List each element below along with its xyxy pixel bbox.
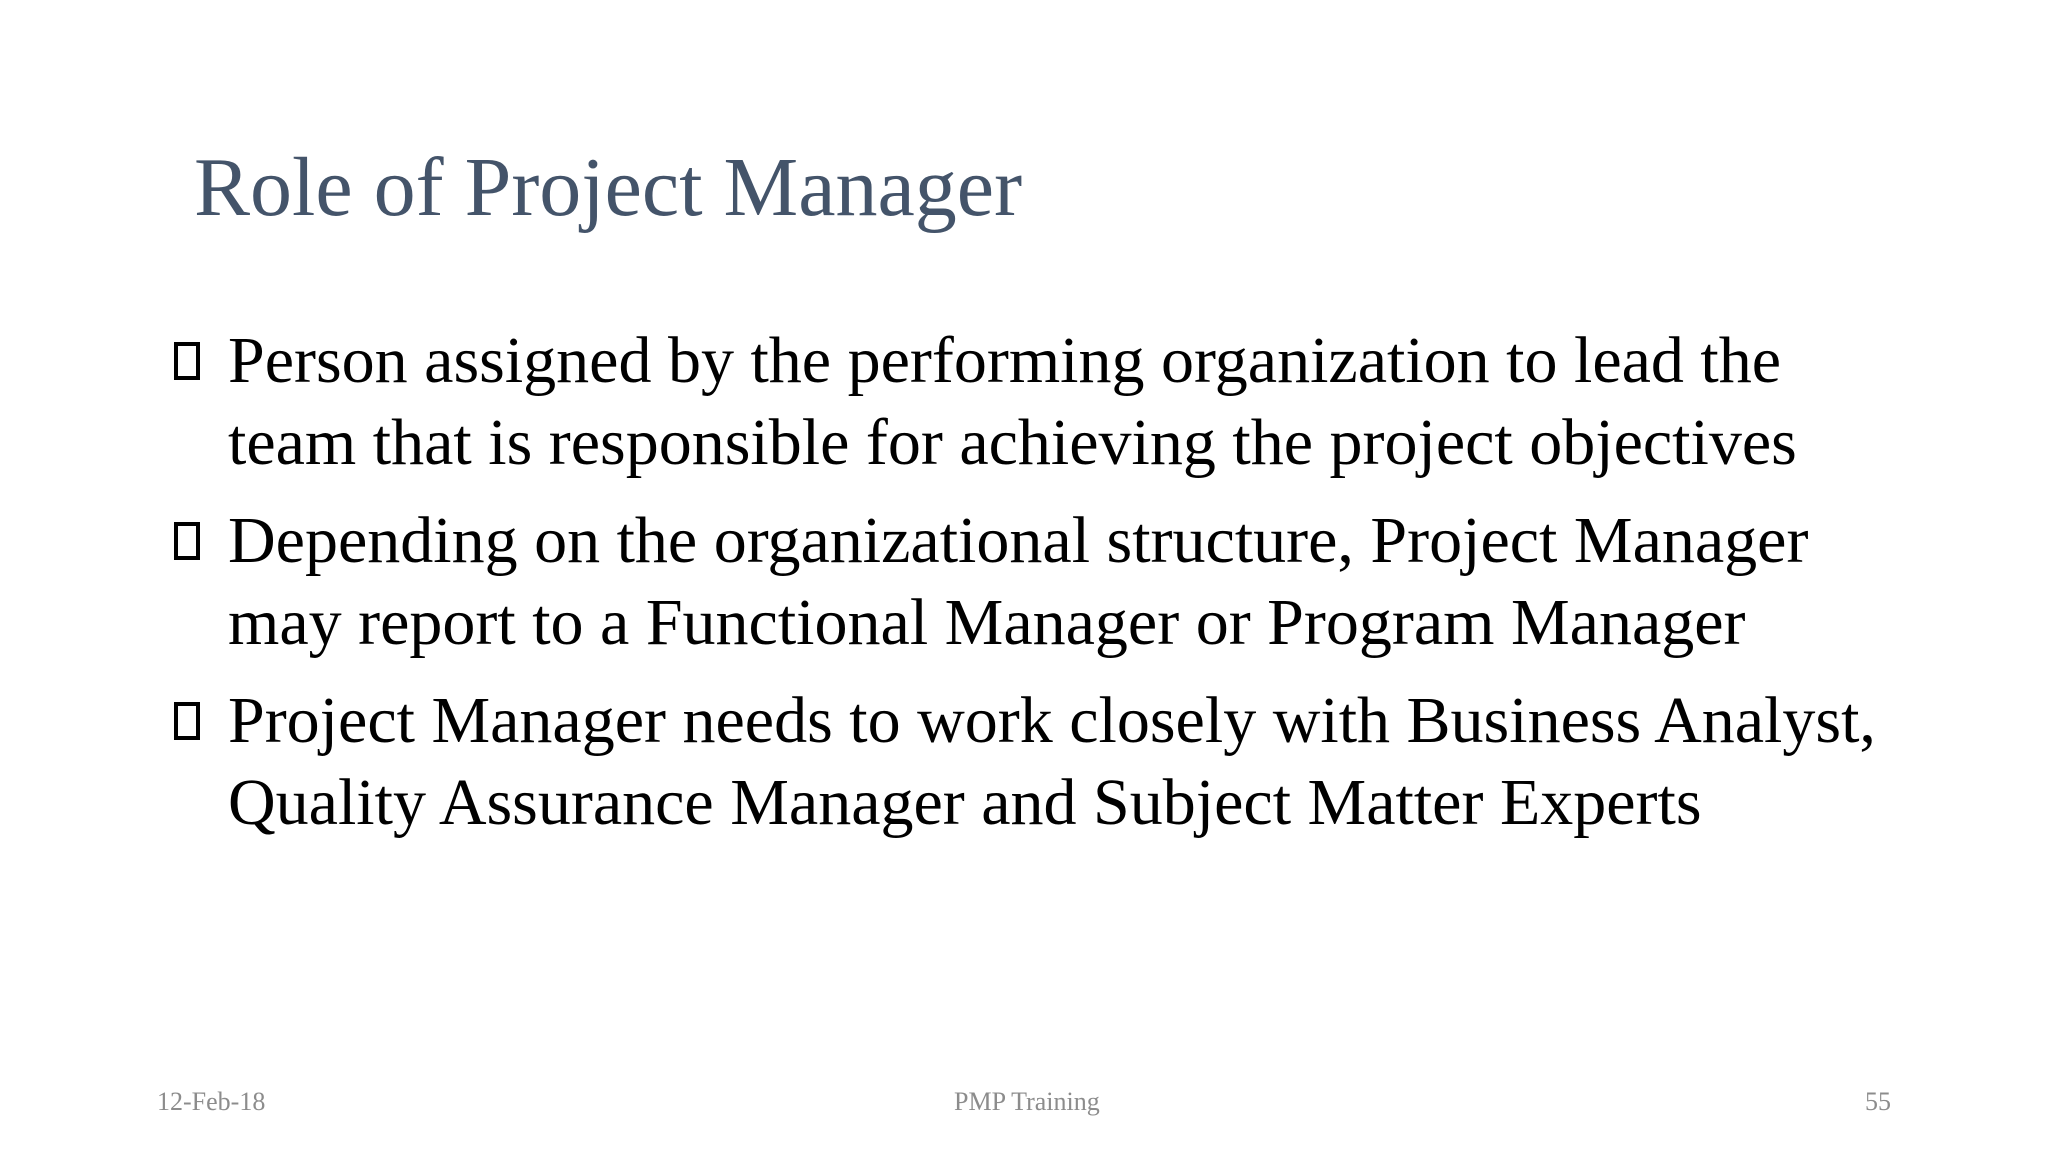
- slide-title: Role of Project Manager: [194, 141, 1023, 234]
- bullet-item: [172, 500, 1892, 664]
- page-number: 55: [1865, 1087, 1891, 1116]
- footer-date: 12-Feb-18: [157, 1087, 266, 1116]
- bullet-item: [172, 680, 1892, 844]
- bullet-list: [172, 320, 1892, 860]
- bullet-item: [172, 320, 1892, 484]
- bullet-text: Project Manager needs to work closely with Business Analyst, Quality Assurance Manager and Subject Matter Experts: [228, 684, 1876, 839]
- bullet-text: Depending on the organizational structure, Project Manager may report to a Functional Manager or Program Manager: [228, 504, 1809, 659]
- checkbox-bullet-icon: [174, 522, 200, 560]
- bullet-text: Person assigned by the performing organization to lead the team that is responsible for achieving the project objectives: [228, 324, 1797, 479]
- checkbox-bullet-icon: [174, 702, 200, 740]
- checkbox-bullet-icon: [174, 342, 200, 380]
- footer-title: PMP Training: [954, 1087, 1100, 1116]
